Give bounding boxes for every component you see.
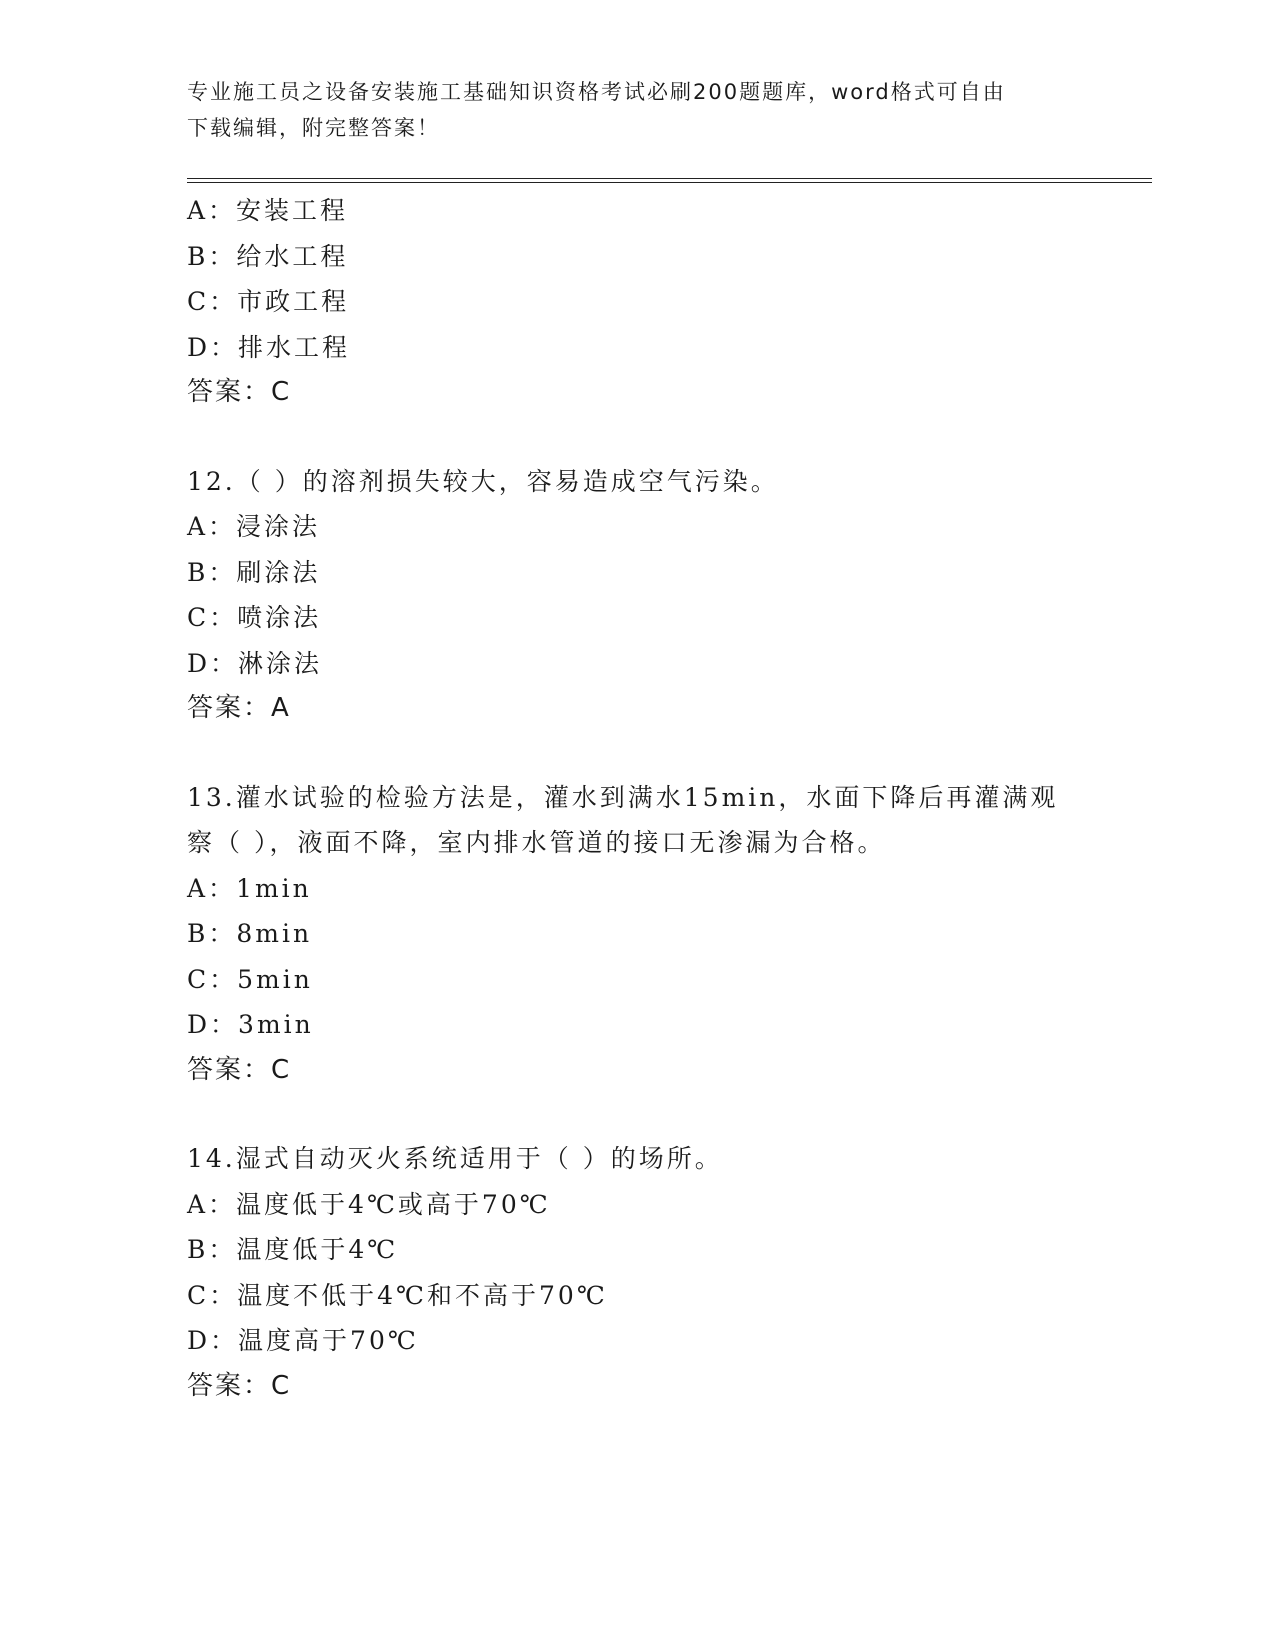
answer: 答案：A (187, 693, 291, 723)
question-12 (187, 459, 1087, 732)
header-line-1: 专业施工员之设备安装施工基础知识资格考试必刷200题题库，word格式可自由 (187, 80, 1006, 104)
question-stem (187, 775, 1087, 866)
question-stem-line-1: 13.灌水试验的检验方法是，灌水到满水15min，水面下降后再灌满观 (187, 782, 1059, 812)
header-line-2: 下载编辑，附完整答案！ (187, 116, 440, 140)
option-d: D：温度高于70℃ (187, 1326, 419, 1355)
spacer (187, 732, 1087, 775)
option-b: B：温度低于4℃ (187, 1235, 399, 1264)
document-header (187, 74, 1077, 146)
option-b: B：给水工程 (187, 241, 349, 271)
option-a: A：1min (187, 873, 312, 903)
spacer (187, 1093, 1087, 1136)
question-list (187, 188, 1087, 1409)
option-b: B：刷涂法 (187, 557, 321, 587)
answer: 答案：C (187, 1370, 292, 1401)
option-a: A：浸涂法 (187, 512, 321, 541)
question-14 (187, 1136, 1087, 1409)
answer: 答案：C (187, 377, 292, 407)
question-stem-line-2: 察（ ），液面不降，室内排水管道的接口无渗漏为合格。 (187, 828, 886, 857)
option-c: C：市政工程 (187, 287, 350, 316)
question-13 (187, 775, 1087, 1094)
question-stem: 14.湿式自动灭火系统适用于（ ）的场所。 (187, 1144, 723, 1173)
spacer (187, 416, 1087, 459)
option-c: C：5min (187, 964, 313, 994)
header-rule-bottom (187, 182, 1152, 183)
option-d: D：3min (187, 1010, 314, 1039)
option-d: D：淋涂法 (187, 648, 323, 678)
question-stem: 12.（ ）的溶剂损失较大，容易造成空气污染。 (187, 466, 779, 496)
option-b: B：8min (187, 919, 313, 948)
question-11 (187, 188, 1087, 416)
option-c: C：喷涂法 (187, 603, 322, 632)
option-a: A：安装工程 (187, 196, 349, 225)
option-c: C：温度不低于4℃和不高于70℃ (187, 1280, 608, 1310)
answer: 答案：C (187, 1054, 292, 1085)
option-d: D：排水工程 (187, 332, 351, 362)
option-a: A：温度低于4℃或高于70℃ (187, 1189, 551, 1219)
header-rule-top (187, 178, 1152, 179)
